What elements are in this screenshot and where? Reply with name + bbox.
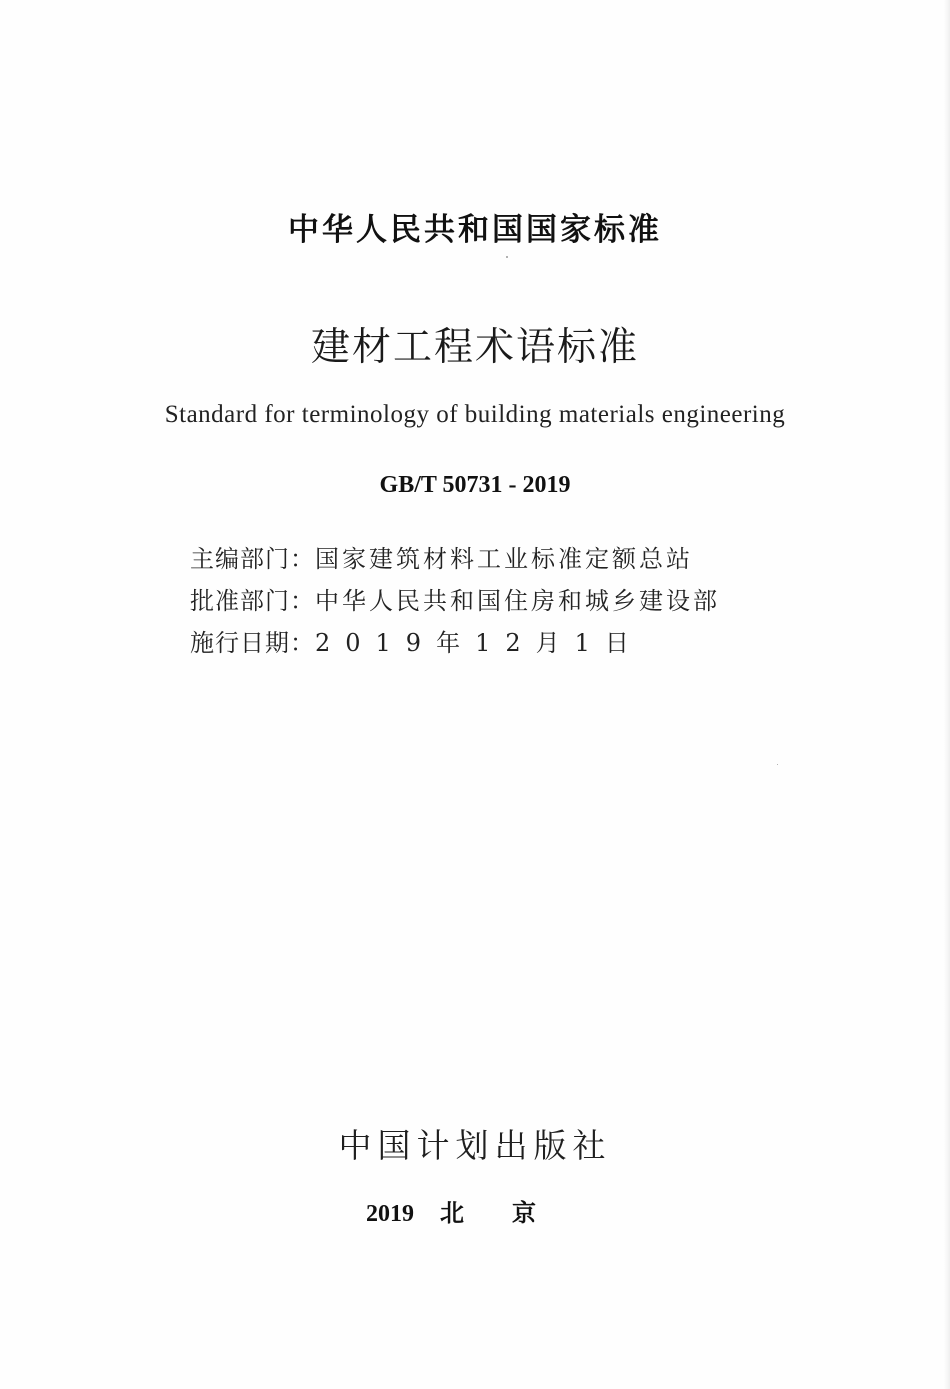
scan-speck [777,764,778,765]
publication-city: 北京 [440,1199,584,1227]
publication-place [0,1193,950,1228]
chinese-title: 建材工程术语标准 [310,325,639,370]
info-row-chief-editor [190,538,720,580]
standard-number: GB/T 50731 - 2019 [379,472,571,498]
info-label: 批准部门： [190,587,315,615]
info-label: 主编部门： [190,545,315,573]
info-block [190,538,720,664]
info-value: 中华人民共和国住房和城乡建设部 [315,587,720,615]
info-row-effective-date [190,622,720,664]
english-title: Standard for terminology of building materials engineering [164,401,786,428]
scan-speck [506,256,508,258]
info-label: 施行日期： [190,629,315,657]
info-value: 国家建筑材料工业标准定额总站 [315,545,693,573]
national-standard-heading: 中华人民共和国国家标准 [288,212,662,248]
info-value: 2019年12月1日 [315,629,644,657]
publisher-name: 中国计划出版社 [338,1126,612,1165]
publication-year: 2019 [366,1201,414,1227]
info-row-approval [190,580,720,622]
